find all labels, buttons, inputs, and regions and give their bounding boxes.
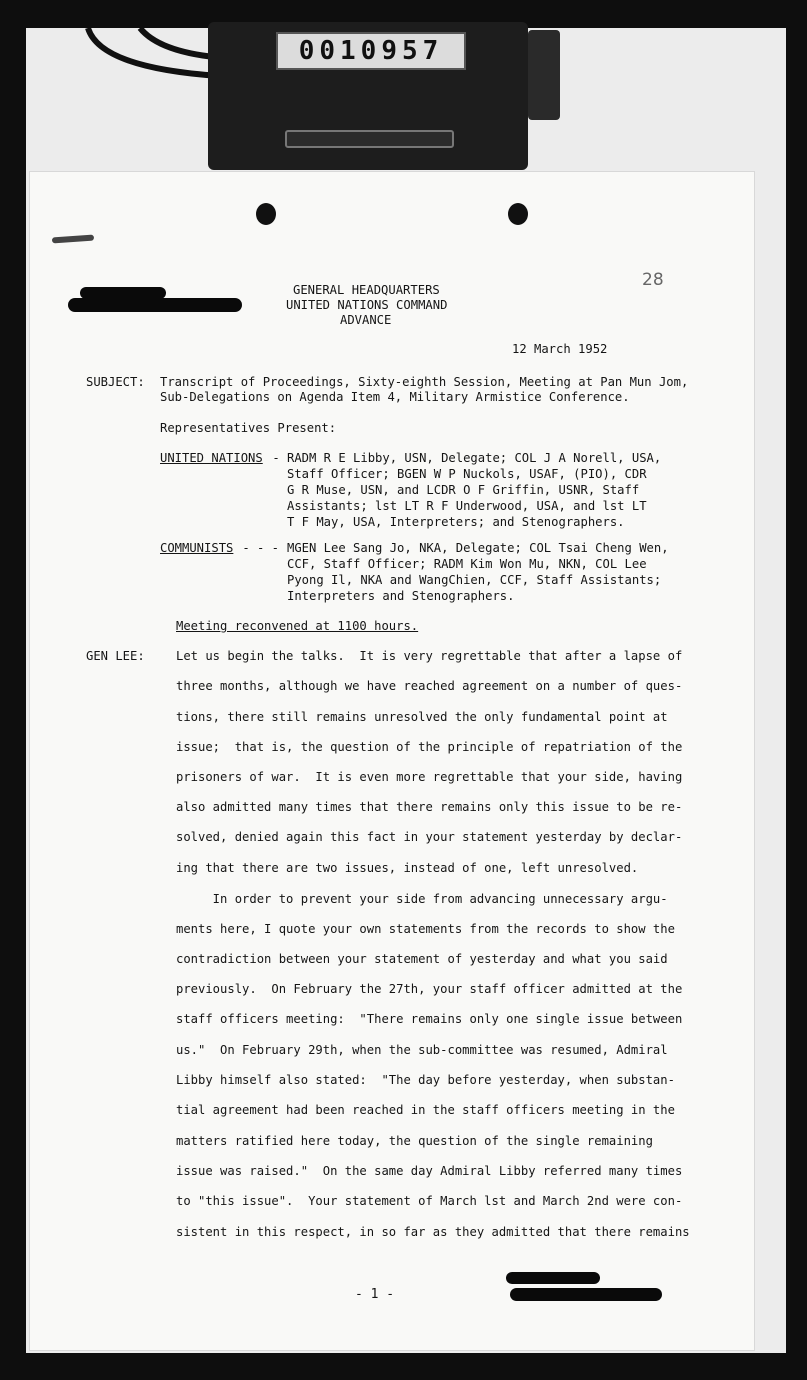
body-line: to "this issue". Your statement of March lst and March 2nd were con-	[176, 1194, 683, 1208]
subject-label: SUBJECT:	[86, 375, 145, 389]
counter-wheel	[528, 30, 560, 120]
communists-label: COMMUNISTS	[160, 541, 234, 555]
body-line: Let us begin the talks. It is very regrettable that after a lapse of	[176, 649, 683, 663]
body-line: contradiction between your statement of yesterday and what you said	[176, 952, 668, 966]
body-line: prisoners of war. It is even more regrettable that your side, having	[176, 770, 683, 784]
meeting-note: Meeting reconvened at 1100 hours.	[176, 619, 419, 633]
body-line: Libby himself also stated: "The day before yesterday, when substan-	[176, 1073, 675, 1087]
body-line: also admitted many times that there remains only this issue to be re-	[176, 800, 683, 814]
un-line: Assistants; lst LT R F Underwood, USA, and lst LT	[287, 499, 647, 513]
counter-slot	[285, 130, 454, 148]
communists-line: Pyong Il, NKA and WangChien, CCF, Staff Assistants;	[287, 573, 662, 587]
punch-hole-right	[508, 203, 528, 225]
representatives-heading: Representatives Present:	[160, 421, 337, 435]
un-label: UNITED NATIONS	[160, 451, 263, 465]
redaction-bar	[68, 298, 242, 312]
un-line: RADM R E Libby, USN, Delegate; COL J A Norell, USA,	[287, 451, 662, 465]
communists-line: Interpreters and Stenographers.	[287, 589, 515, 603]
header-line-3: ADVANCE	[340, 313, 392, 327]
communists-line: MGEN Lee Sang Jo, NKA, Delegate; COL Tsai Cheng Wen,	[287, 541, 669, 555]
body-line: three months, although we have reached agreement on a number of ques-	[176, 679, 683, 693]
body-line: staff officers meeting: "There remains only one single issue between	[176, 1012, 683, 1026]
communists-dash: - - -	[235, 541, 280, 555]
handwritten-page-mark: 28	[642, 270, 664, 290]
body-line: solved, denied again this fact in your statement yesterday by declar-	[176, 830, 683, 844]
un-line: T F May, USA, Interpreters; and Stenographers.	[287, 515, 625, 529]
body-line: issue; that is, the question of the principle of repatriation of the	[176, 740, 683, 754]
redaction-bar	[506, 1272, 600, 1284]
speaker-label: GEN LEE:	[86, 649, 145, 663]
body-line: us." On February 29th, when the sub-committee was resumed, Admiral	[176, 1043, 668, 1057]
body-line: tial agreement had been reached in the staff officers meeting in the	[176, 1103, 675, 1117]
subject-line-1: Transcript of Proceedings, Sixty-eighth Session, Meeting at Pan Mun Jom,	[160, 375, 689, 389]
page-number: - 1 -	[355, 1287, 395, 1302]
header-line-2: UNITED NATIONS COMMAND	[286, 298, 448, 312]
document-date: 12 March 1952	[512, 342, 608, 356]
body-line: issue was raised." On the same day Admiral Libby referred many times	[176, 1164, 683, 1178]
body-line: ing that there are two issues, instead of one, left unresolved.	[176, 861, 639, 875]
un-dash: -	[265, 451, 280, 465]
punch-hole-left	[256, 203, 276, 225]
subject-line-2: Sub-Delegations on Agenda Item 4, Military Armistice Conference.	[160, 390, 630, 404]
body-line: tions, there still remains unresolved the only fundamental point at	[176, 710, 668, 724]
body-line: matters ratified here today, the question of the single remaining	[176, 1134, 653, 1148]
body-line: ments here, I quote your own statements from the records to show the	[176, 922, 675, 936]
frame-counter-number: 0010957	[276, 32, 466, 70]
communists-line: CCF, Staff Officer; RADM Kim Won Mu, NKN, COL Lee	[287, 557, 647, 571]
body-line: In order to prevent your side from advancing unnecessary argu-	[176, 892, 668, 906]
redaction-bar	[510, 1288, 662, 1301]
header-line-1: GENERAL HEADQUARTERS	[293, 283, 440, 297]
body-line: previously. On February the 27th, your staff officer admitted at the	[176, 982, 683, 996]
un-line: G R Muse, USN, and LCDR O F Griffin, USNR, Staff	[287, 483, 640, 497]
un-line: Staff Officer; BGEN W P Nuckols, USAF, (PIO), CDR	[287, 467, 647, 481]
body-line: sistent in this respect, in so far as they admitted that there remains	[176, 1225, 690, 1239]
